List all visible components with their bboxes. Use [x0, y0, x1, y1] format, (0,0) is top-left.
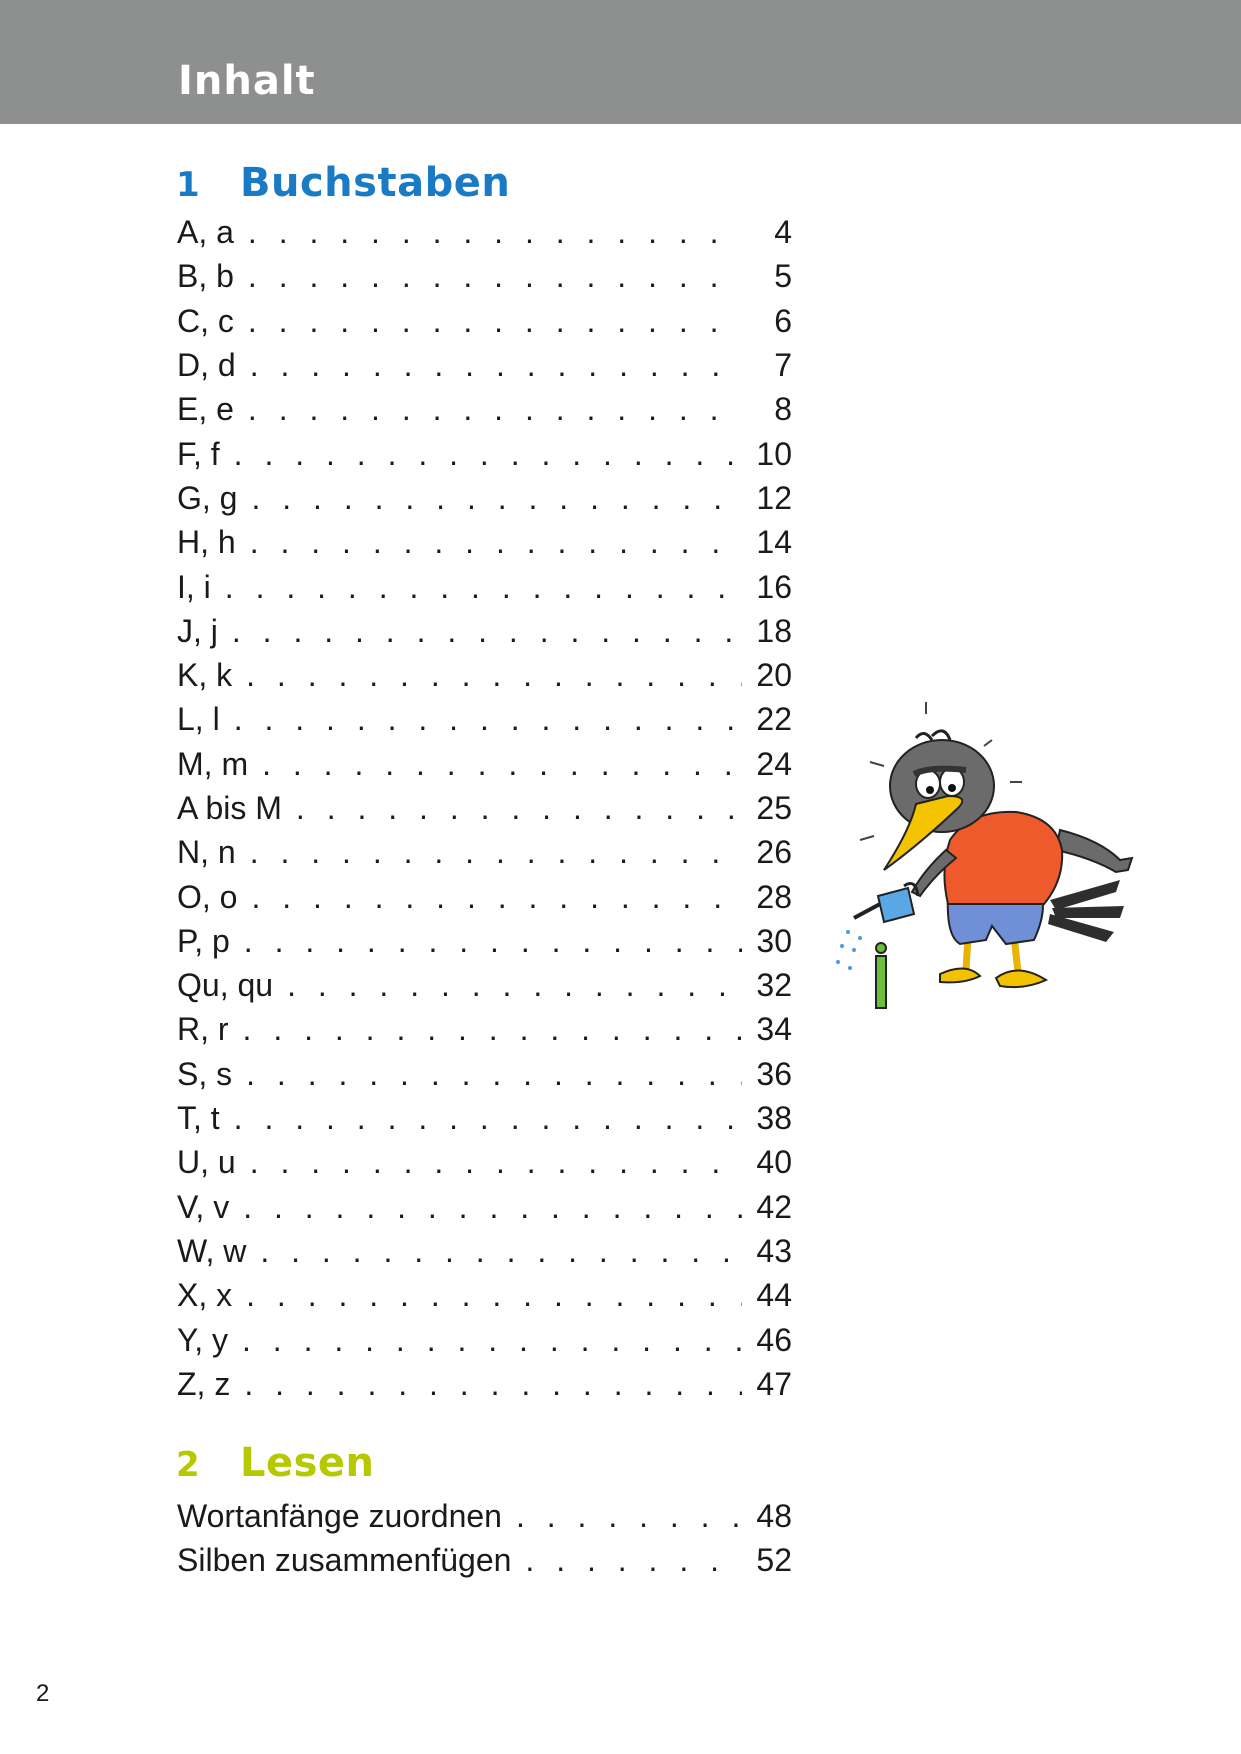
toc-entry	[177, 1229, 792, 1273]
toc-entry	[177, 1273, 792, 1317]
toc-entry-label: R, r	[177, 1011, 229, 1048]
toc-leader-dots	[248, 387, 742, 431]
toc-entry-label: T, t	[177, 1100, 220, 1137]
toc-leader-dots	[262, 742, 742, 786]
toc-leader-dots	[244, 919, 742, 963]
toc-leader-dots	[243, 1007, 742, 1051]
toc-entry	[177, 963, 792, 1007]
toc-entry	[177, 1096, 792, 1140]
toc-entry	[177, 609, 792, 653]
toc-entry-label: M, m	[177, 745, 249, 782]
toc-leader-dots	[516, 1494, 742, 1538]
toc-leader-dots	[234, 697, 742, 741]
section-title: Buchstaben	[240, 160, 511, 206]
toc-entry-page: 16	[756, 568, 792, 605]
toc-entry	[177, 299, 792, 343]
toc-entry	[177, 520, 792, 564]
toc-entry	[177, 1362, 792, 1406]
toc-entry-page: 20	[756, 657, 792, 694]
toc-entry	[177, 1317, 792, 1361]
toc-leader-dots	[244, 1362, 742, 1406]
toc-entry-page: 46	[756, 1321, 792, 1358]
toc-entry-page: 38	[756, 1100, 792, 1137]
raven-watering-plant-icon	[820, 700, 1150, 1020]
toc-entry-label: C, c	[177, 302, 234, 339]
toc-entry-label: B, b	[177, 258, 234, 295]
toc-entry-page: 26	[756, 834, 792, 871]
toc-leader-dots	[248, 210, 742, 254]
toc-entry	[177, 210, 792, 254]
toc-entry-label: L, l	[177, 701, 220, 738]
toc-entry-page: 43	[756, 1232, 792, 1269]
toc-entry-page: 4	[774, 214, 792, 251]
toc-entry	[177, 564, 792, 608]
toc-entry	[177, 742, 792, 786]
toc-entry	[177, 431, 792, 475]
toc-entry	[177, 1052, 792, 1096]
toc-leader-dots	[250, 1140, 742, 1184]
toc-entry-page: 6	[774, 302, 792, 339]
header-bar	[0, 0, 1241, 124]
toc-entry-label: Qu, qu	[177, 967, 274, 1004]
toc-entry-page: 7	[774, 347, 792, 384]
toc-entry-page: 22	[756, 701, 792, 738]
section-title: Lesen	[240, 1440, 375, 1486]
toc-entry-label: J, j	[177, 612, 218, 649]
toc-entry-page: 52	[756, 1542, 792, 1579]
toc-leader-dots	[260, 1229, 742, 1273]
toc-leader-dots	[246, 1273, 742, 1317]
toc-leader-dots	[232, 609, 742, 653]
toc-leader-dots	[246, 653, 742, 697]
toc-entry-page: 48	[756, 1498, 792, 1535]
toc-entry-label: A bis M	[177, 790, 282, 826]
toc-entry-page: 42	[756, 1188, 792, 1225]
toc-entry	[177, 343, 792, 387]
toc-entry	[177, 387, 792, 431]
toc-entry	[177, 919, 792, 963]
page-title: Inhalt	[178, 58, 316, 104]
toc-leader-dots	[251, 476, 742, 520]
toc-leader-dots	[250, 343, 742, 387]
toc-entry	[177, 1185, 792, 1229]
toc-entry	[177, 874, 792, 918]
toc-entry-page: 14	[756, 524, 792, 561]
page-number: 2	[36, 1680, 50, 1707]
toc-entry-label: P, p	[177, 922, 230, 959]
toc-leader-dots	[243, 1185, 742, 1229]
toc-leader-dots	[242, 1318, 742, 1362]
toc-entry-page: 18	[756, 612, 792, 649]
toc-entry	[177, 1538, 792, 1582]
toc-entry	[177, 697, 792, 741]
toc-entry-page: 36	[756, 1055, 792, 1092]
toc-entry-page: 24	[756, 745, 792, 782]
section-number: 1	[176, 165, 201, 205]
toc-entry-page: 34	[756, 1011, 792, 1048]
toc-entry-page: 47	[756, 1365, 792, 1402]
toc-leader-dots	[234, 432, 742, 476]
toc-leader-dots	[250, 520, 742, 564]
toc-leader-dots	[251, 875, 742, 919]
section-heading-buchstaben	[176, 160, 510, 206]
toc-leader-dots	[246, 1052, 742, 1096]
toc-entry-label: N, n	[177, 834, 236, 871]
toc-entry	[177, 1494, 792, 1538]
toc-entry-label: O, o	[177, 878, 238, 915]
toc-entry-page: 12	[756, 479, 792, 516]
toc-list-buchstaben	[177, 210, 792, 1406]
toc-entry-label: E, e	[177, 391, 234, 428]
toc-entry-page: 8	[774, 391, 792, 428]
toc-entry-label: S, s	[177, 1055, 233, 1092]
toc-entry	[177, 1007, 792, 1051]
toc-entry-label: F, f	[177, 435, 220, 472]
toc-entry-page: 5	[774, 258, 792, 295]
toc-entry-label: Wortanfänge zuordnen	[177, 1498, 502, 1535]
toc-entry-page: 40	[756, 1144, 792, 1181]
toc-entry-page: 10	[756, 435, 792, 472]
toc-entry-label: Y, y	[177, 1321, 228, 1358]
toc-entry	[177, 786, 792, 830]
toc-list-lesen	[177, 1494, 792, 1583]
toc-entry-label: U, u	[177, 1144, 236, 1181]
toc-entry	[177, 476, 792, 520]
toc-entry-page: 28	[756, 878, 792, 915]
toc-leader-dots	[248, 299, 742, 343]
toc-leader-dots	[525, 1538, 742, 1582]
toc-leader-dots	[225, 565, 742, 609]
toc-entry-label: X, x	[177, 1277, 233, 1314]
toc-entry-label: V, v	[177, 1188, 230, 1225]
toc-entry	[177, 653, 792, 697]
toc-entry-label: A, a	[177, 214, 234, 251]
toc-entry-label: H, h	[177, 524, 236, 561]
toc-entry-label: Silben zusammenfügen	[177, 1542, 512, 1579]
toc-leader-dots	[248, 254, 742, 298]
toc-entry-label: K, k	[177, 657, 233, 694]
toc-entry	[177, 254, 792, 298]
toc-leader-dots	[250, 830, 742, 874]
toc-entry-label: D, d	[177, 347, 236, 384]
toc-leader-dots	[287, 963, 742, 1007]
toc-entry-label: G, g	[177, 479, 238, 516]
toc-entry	[177, 830, 792, 874]
toc-entry-label: I, i	[177, 568, 211, 605]
section-heading-lesen	[176, 1440, 375, 1486]
toc-entry-page: 25	[756, 790, 792, 826]
toc-leader-dots	[296, 786, 742, 830]
toc-entry	[177, 1140, 792, 1184]
toc-entry-label: Z, z	[177, 1365, 231, 1402]
toc-leader-dots	[234, 1096, 742, 1140]
toc-entry-page: 32	[756, 967, 792, 1004]
toc-entry-page: 30	[756, 922, 792, 959]
toc-entry-label: W, w	[177, 1232, 247, 1269]
section-number: 2	[176, 1445, 201, 1485]
toc-entry-page: 44	[756, 1277, 792, 1314]
